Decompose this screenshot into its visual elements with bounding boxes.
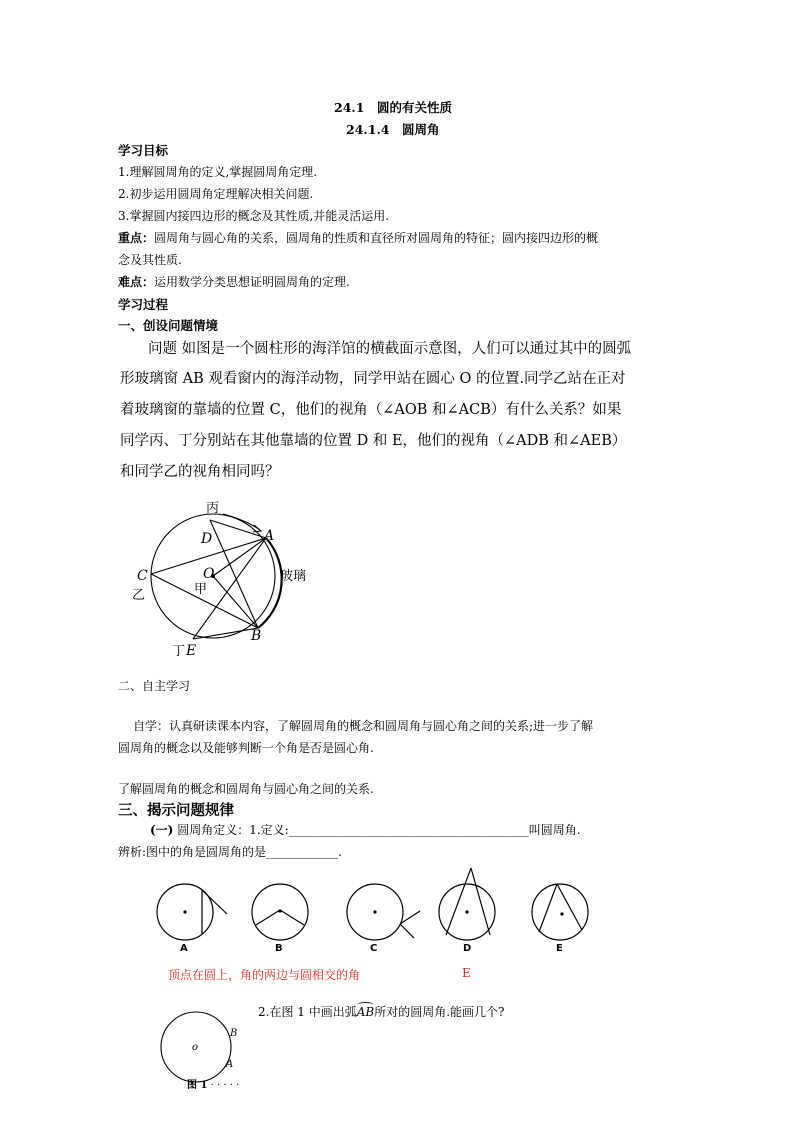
discern-line (118, 843, 342, 860)
answer-choice: E (462, 966, 471, 980)
option-a-label: A (180, 943, 188, 954)
arc-ab-notation (357, 1005, 374, 1019)
option-b-side-1 (256, 910, 280, 925)
question-2 (258, 1003, 504, 1020)
option-d-side-2 (471, 868, 490, 935)
figure-1-caption-dots: · · · · · (210, 1080, 240, 1091)
option-e-label: E (556, 943, 563, 954)
line-db (210, 520, 258, 628)
option-d-side-1 (446, 868, 471, 935)
difficulty-label: 难点： (118, 275, 155, 289)
aquarium-diagram (118, 492, 338, 662)
figure-1-caption-text: 图 1 (187, 1080, 208, 1091)
key-point-text: 圆周角与圆心角的关系，圆周角的性质和直径所对圆周角的特征；圆内接四边形的概 (154, 231, 599, 245)
label-yi: 乙 (132, 588, 146, 603)
label-o: O (203, 566, 215, 582)
definition-line (150, 821, 581, 838)
problem-line: 和同学乙的视角相同吗？ (120, 464, 280, 480)
figure-1-label-o: o (192, 1042, 199, 1053)
label-b: B (251, 628, 262, 644)
question-2-part-1: 2.在图 1 中画出弧 (258, 1005, 357, 1019)
question-2-part-2: 所对的圆周角.能画几个? (374, 1005, 505, 1019)
answer-definition: 顶点在圆上，角的两边与圆相交的角 (168, 968, 361, 982)
discern-blank: ____________ (266, 845, 339, 859)
key-point-label: 重点： (118, 231, 155, 245)
difficulty-line (118, 273, 350, 290)
process-heading: 学习过程 (118, 297, 169, 312)
arc-mark-icon (357, 1002, 374, 1008)
figure-1-label-b: B (230, 1028, 238, 1039)
label-a: A (264, 528, 275, 544)
page-subtitle: 24.1.4 圆周角 (346, 122, 440, 137)
option-c-label: C (370, 943, 378, 954)
option-d-center (465, 910, 468, 913)
arc-ab-label: AB (356, 1005, 375, 1019)
objectives-heading: 学习目标 (118, 143, 169, 158)
label-glass: 玻璃 (280, 569, 307, 584)
option-a-center (183, 910, 186, 913)
page-title: 24.1 圆的有关性质 (334, 100, 452, 115)
discern-text: 辨析:图中的角是圆周角的是 (118, 845, 267, 859)
key-point-line-1 (118, 229, 598, 246)
definition-suffix: 叫圆周角. (528, 823, 581, 837)
problem-line: 形玻璃窗 AB 观看窗内的海洋动物，同学甲站在圆心 O 的位置.同学乙站在正对 (120, 371, 626, 387)
self-study-line-3: 了解圆周角的概念和圆周角与圆心角之间的关系. (118, 782, 374, 796)
label-bing: 丙 (206, 501, 220, 516)
key-point-line-2: 念及其性质. (118, 253, 182, 267)
section2-title: 二、自主学习 (118, 679, 191, 693)
difficulty-text: 运用数学分类思想证明圆周角的定理. (154, 275, 350, 289)
problem-line: 着玻璃窗的靠墙的位置 C，他们的视角（∠AOB 和∠ACB）有什么关系？如果 (120, 402, 622, 418)
label-e: E (186, 643, 197, 659)
option-b-label: B (275, 943, 283, 954)
problem-line: 问题 如图是一个圆柱形的海洋馆的横截面示意图，人们可以通过其中的圆弧 (148, 341, 632, 357)
option-d-label: D (463, 943, 472, 954)
definition-blank: ________________________________________ (288, 823, 529, 837)
objective-item: 1.理解圆周角的定义,掌握圆周角定理. (118, 165, 318, 179)
label-d: D (201, 531, 213, 547)
option-b-center (278, 909, 281, 912)
discern-end: . (338, 845, 342, 859)
definition-text: 圆周角定义：1.定义: (177, 823, 289, 837)
self-study-line-2: 圆周角的概念以及能够判断一个角是否是圆心角. (118, 741, 374, 755)
option-e-circle (532, 884, 588, 940)
option-c-side-2 (400, 924, 414, 938)
problem-line: 同学丙、丁分别站在其他靠墙的位置 D 和 E，他们的视角（∠ADB 和∠AEB） (120, 433, 627, 449)
section3-title: 三、揭示问题规律 (118, 802, 234, 819)
option-e-center (560, 912, 563, 915)
label-c: C (137, 568, 148, 584)
option-c-center (373, 910, 376, 913)
option-a-tangent (202, 890, 227, 914)
objective-item: 3.掌握圆内接四边形的概念及其性质,并能灵活运用. (118, 209, 390, 223)
line-eb (193, 628, 258, 639)
self-study-line-1: 自学：认真研读课本内容，了解圆周角的概念和圆周角与圆心角之间的关系;进一步了解 (133, 719, 594, 733)
label-ding: 丁 (172, 644, 186, 659)
section1-title: 一、创设问题情境 (118, 318, 219, 333)
objective-item: 2.初步运用圆周角定理解决相关问题. (118, 187, 314, 201)
option-b-side-2 (280, 910, 304, 925)
definition-prefix: (一) (150, 823, 174, 837)
label-jia: 甲 (194, 582, 208, 597)
figure-1-caption (187, 1076, 239, 1091)
figure-1-label-a: A (226, 1059, 234, 1070)
